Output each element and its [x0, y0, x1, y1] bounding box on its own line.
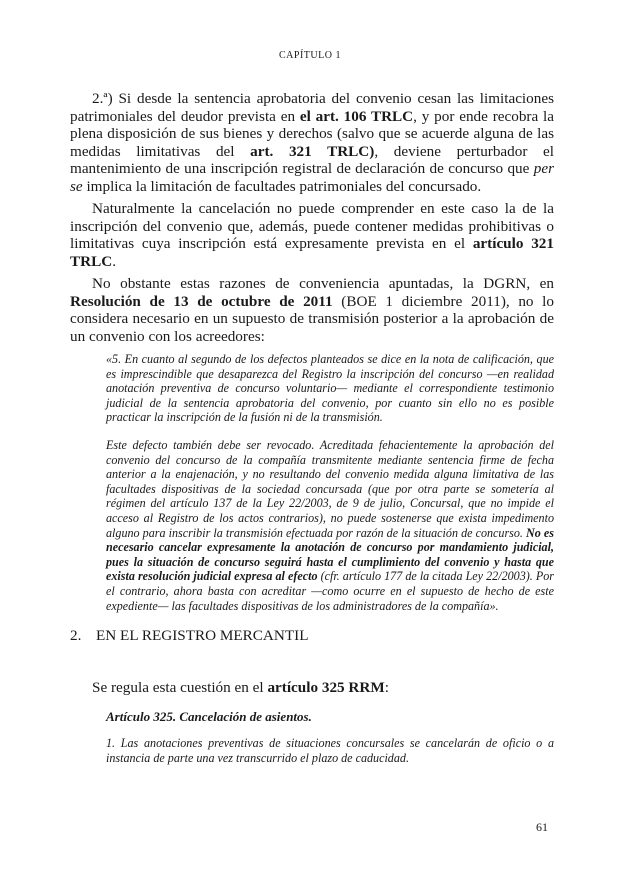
italic-term: per se — [70, 160, 554, 195]
text-span: (BOE 1 diciembre 2011), no lo considera necesario en un supuesto de transmisión posterior a la aprobación de un convenio con los acreedores: — [70, 292, 554, 345]
bold-reference: Resolución de 13 de octubre de 2011 — [70, 292, 333, 310]
bold-reference: artículo 325 RRM — [267, 679, 385, 696]
text-span: Este defecto también debe ser revocado. Acreditada fehacientemente la aprobación del convenio del concurso de la compañía transmitente mediante sentencia firme de fecha anterior a la enajenación, y no resultando del convenio medida alguna limitativa de las facultades dispositivas de la sociedad concursada (que por otra parte se sometería al régimen del artículo 137 de la Ley 22/2003, de 9 de julio, Concursal, que no impide el acceso al Registro de los actos contrarios), no puede sostenerse que exista impedimento alguno para inscribir la transmisión efectuada por razón de la situación de concurso. — [106, 438, 554, 540]
bold-reference: artículo 321 TRLC — [70, 235, 554, 270]
quote-paragraph-1 — [106, 352, 554, 425]
text-span: Naturalmente la cancelación no puede comprender en este caso la de la inscripción del convenio que, además, puede contener medidas prohibitivas o limitativas cuya inscripción está expresamente prevista en el — [70, 200, 554, 252]
bold-quote: No es necesario cancelar expresamente la anotación de concurso por mandamiento judicial, pues la situación de concurso seguirá hasta el cumplimiento del convenio y hasta que exista resolución judicial expresa al efecto — [106, 525, 554, 584]
text-span: (cfr. artículo 177 de la citada Ley 22/2003). Por el contrario, ahora basta con acreditar —como ocurre en el supuesto de hecho de este expediente— las facultades dispositivas de los administradores de la compañía». — [106, 569, 555, 613]
article-text: 1. Las anotaciones preventivas de situaciones concursales se cancelarán de oficio o a instancia de parte una vez transcurrido el plazo de caducidad. — [106, 736, 554, 765]
text-span: No obstante estas razones de conveniencia apuntadas, la DGRN, en — [92, 275, 554, 292]
section-heading — [70, 627, 308, 645]
page-number: 61 — [536, 820, 548, 834]
paragraph-1 — [70, 90, 554, 195]
regula-line — [92, 679, 389, 697]
quote-text: «5. En cuanto al segundo de los defectos planteados se dice en la nota de calificación, que es imprescindible que desaparezca del Registro la inscripción del concurso —en realidad anotación preventiva de concurso voluntario— mediante el correspondiente testimonio judicial de la sentencia aprobatoria del convenio, por cuanto sin ello no es posible practicar la inscripción de la fusión ni de la transmisión. — [106, 352, 554, 425]
section-number: 2. — [70, 627, 82, 644]
text-span: implica la limitación de facultades patrimoniales del concursado. — [82, 177, 482, 195]
text-span: . — [112, 252, 116, 270]
running-header: CAPÍTULO 1 — [279, 50, 341, 61]
bold-reference: el art. 106 TRLC — [299, 107, 414, 125]
text-span: , y por ende recobra la plena disposición de sus bienes y derechos (salvo que se acuerde alguna de las medidas limitativas del — [70, 107, 554, 160]
quote-paragraph-2 — [106, 438, 554, 613]
bold-reference: art. 321 TRLC) — [250, 142, 375, 160]
text-span: : — [384, 679, 389, 696]
text-span: Se regula esta cuestión en el — [92, 679, 268, 696]
paragraph-3 — [70, 275, 554, 345]
section-title: EN EL REGISTRO MERCANTIL — [96, 627, 309, 644]
article-title: Artículo 325. Cancelación de asientos. — [106, 709, 312, 724]
text-span: , deviene perturbador el mantenimiento de una inscripción registral de declaración de concurso que — [70, 142, 554, 177]
paragraph-2 — [70, 200, 554, 270]
text-span: 2.ª) Si desde la sentencia aprobatoria del convenio cesan las limitaciones patrimoniales del deudor prevista en — [70, 90, 554, 125]
